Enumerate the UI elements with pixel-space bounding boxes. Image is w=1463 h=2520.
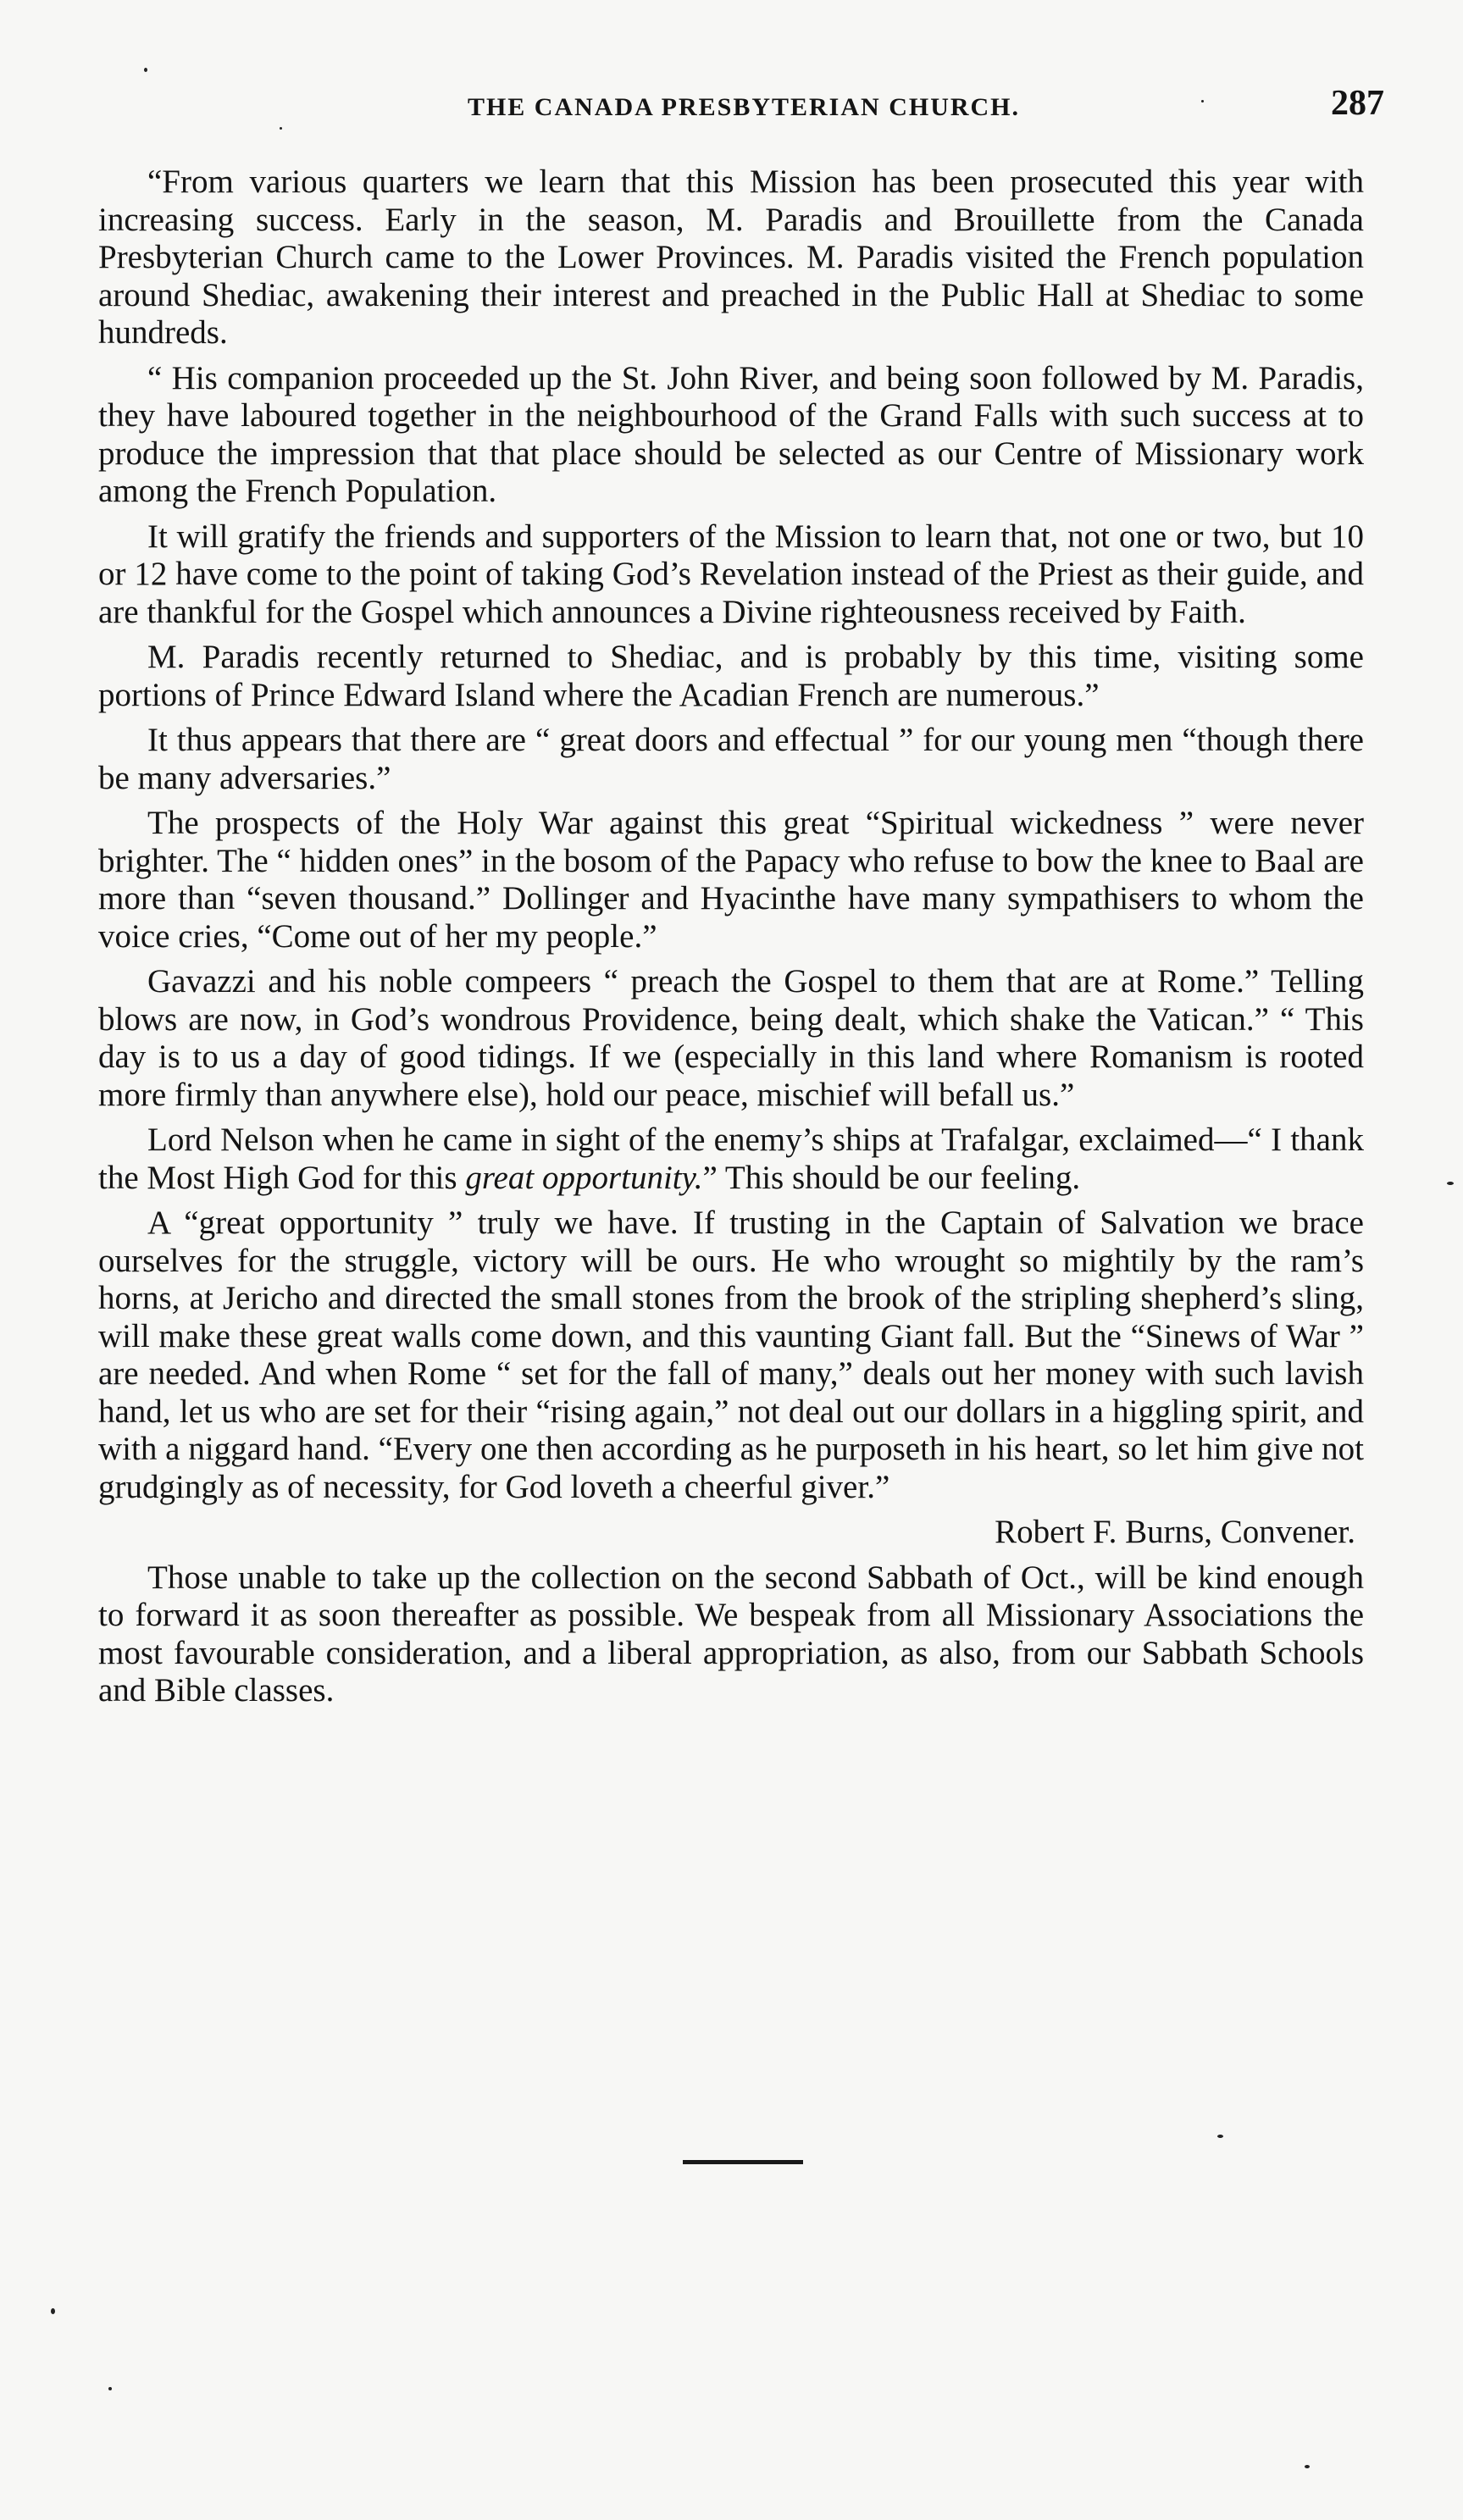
running-head: THE CANADA PRESBYTERIAN CHURCH. xyxy=(467,93,1021,121)
paragraph: It will gratify the friends and supporters of the Mission to learn that, not one or two, but 10 or 12 have come to the point of taking God’s Revelation instead of the Priest as their guide, and are thankful for the Gospel which announces a Divine righteousness received by Faith. xyxy=(98,518,1364,630)
print-speck xyxy=(280,127,282,130)
paragraph: M. Paradis recently returned to Shediac, and is probably by this time, visiting some portions of Prince Edward Island where the Acadian French are numerous.” xyxy=(98,639,1364,713)
paragraph-text: ” This should be our feeling. xyxy=(702,1159,1081,1196)
print-speck xyxy=(1447,1182,1454,1185)
print-speck xyxy=(1305,2465,1310,2468)
closing-paragraph: Those unable to take up the collection on the second Sabbath of Oct., will be kind enough to forward it as soon thereafter as possible. We bespeak from all Missionary Associations the most favourable consideration, and a liberal appropriation, as also, from our Sabbath Schools and Bible classes. xyxy=(98,1559,1364,1709)
paragraph: The prospects of the Holy War against this great “Spiritual wickedness ” were never brighter. The “ hidden ones” in the bosom of the Papacy who refuse to bow the knee to Baal are more than “seven thousand.” Dollinger and Hyacinthe have many sympathisers to whom the voice cries, “Come out of her my people.” xyxy=(98,805,1364,955)
article-body xyxy=(98,163,1364,1718)
print-speck xyxy=(108,2387,112,2390)
print-speck xyxy=(1217,2135,1223,2138)
print-speck xyxy=(1201,100,1204,102)
page-number: 287 xyxy=(1331,84,1384,123)
paragraph: “From various quarters we learn that this Mission has been prosecuted this year with increasing success. Early in the season, M. Paradis and Brouillette from the Canada Presbyterian Church came to the Lower Provinces. M. Paradis visited the French population around Shediac, awakening their interest and preached in the Public Hall at Shediac to some hundreds. xyxy=(98,163,1364,351)
paragraph: A “great opportunity ” truly we have. If trusting in the Captain of Salvation we brace ourselves for the struggle, victory will be ours. He who wrought so mightily by the ram’s horns, at Jericho and directed the small stones from the brook of the stripling shepherd’s sling, will make these great walls come down, and this vaunting Giant fall. But the “Sinews of War ” are needed. And when Rome “ set for the fall of many,” deals out her money with such lavish hand, let us who are set for their “rising again,” not deal out our dollars in a higgling spirit, and with a niggard hand. “Every one then according as he purposeth in his heart, so let him give not grudgingly as of necessity, for God loveth a cheerful giver.” xyxy=(98,1205,1364,1505)
print-speck xyxy=(51,2308,55,2314)
emphasis-text: great opportunity. xyxy=(465,1159,703,1196)
paragraph-nelson xyxy=(98,1122,1364,1197)
print-speck xyxy=(144,68,147,72)
paragraph-text: Lord Nelson when he came in sight of the enemy’s ships at Trafalgar, exclaimed—“ I thank the Most High God for this xyxy=(98,1122,1364,1196)
page-header xyxy=(98,83,1389,134)
paragraph: Gavazzi and his noble compeers “ preach the Gospel to them that are at Rome.” Telling blows are now, in God’s wondrous Providence, being dealt, which shake the Vatican.” “ This day is to us a day of good tidings. If we (especially in this land where Romanism is rooted more firmly than anywhere else), hold our peace, mischief will befall us.” xyxy=(98,963,1364,1113)
section-rule xyxy=(683,2160,803,2164)
paragraph: It thus appears that there are “ great doors and effectual ” for our young men “though there be many adversaries.” xyxy=(98,722,1364,796)
paragraph: “ His companion proceeded up the St. John River, and being soon followed by M. Paradis, they have laboured together in the neighbourhood of the Grand Falls with such success at to produce the impression that that place should be selected as our Centre of Missionary work among the French Population. xyxy=(98,359,1364,509)
signature: Robert F. Burns, Convener. xyxy=(995,1514,1355,1550)
